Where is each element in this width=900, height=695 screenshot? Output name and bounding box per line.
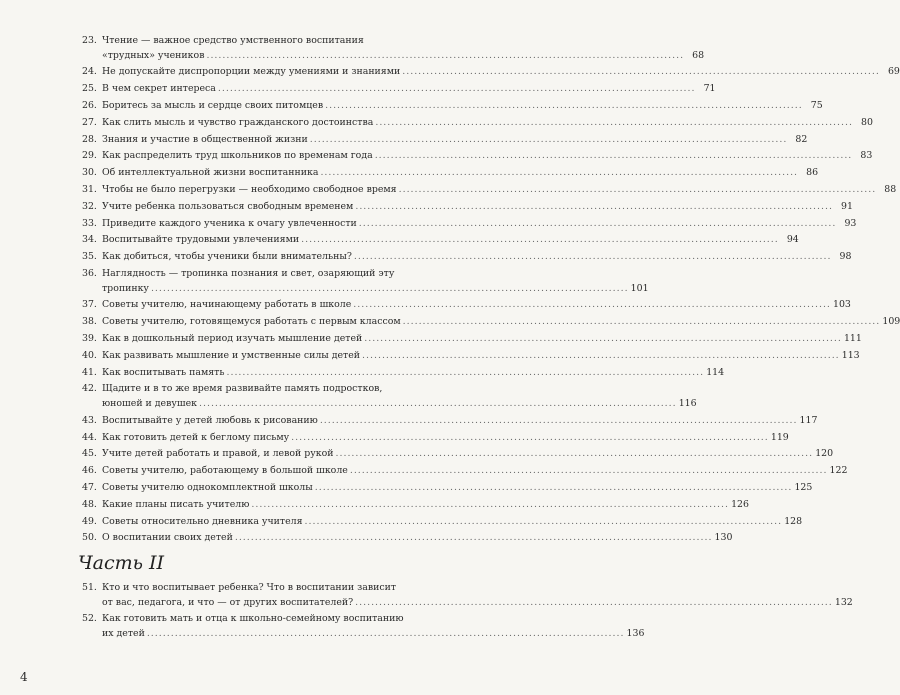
entry-title: В чем секрет интереса [102,83,216,95]
dot-leader: ........................................................................................................................ [251,498,729,510]
dot-leader: ........................................................................................................................ [374,150,853,162]
dot-leader: ........................................................................................................................ [291,431,769,443]
entry-page-number: 94 [786,234,799,246]
entry-title: Учите детей работать и правой, и левой рукой [102,448,334,460]
toc-entry [82,382,697,411]
entry-title-line: Как готовить мать и отца к школьно-семейному воспитанию [102,613,404,625]
dot-leader: ........................................................................................................................ [150,282,629,294]
toc-entry [82,498,749,513]
entry-number: 47. [82,482,97,493]
dot-leader: ........................................................................................................................ [309,133,788,145]
entry-page-number: 69 [887,66,900,78]
part-heading: Часть II [78,552,165,574]
entry-page-number: 83 [860,150,873,162]
dot-leader: ........................................................................................................................ [301,234,779,246]
entry-number: 24. [82,66,97,78]
entry-title: Как развивать мышление и умственные силы детей [102,349,361,361]
toc-entry [82,133,808,148]
entry-page-number: 88 [884,184,897,195]
dot-leader: ........................................................................................................................ [226,366,705,378]
toc-entry [82,82,716,97]
dot-leader: ........................................................................................................................ [398,184,877,195]
toc-entry [82,250,852,265]
entry-title: их детей [102,627,145,639]
dot-leader: ........................................................................................................................ [358,217,837,229]
entry-number: 49. [82,515,97,527]
entry-page-number: 82 [795,133,808,145]
entry-number: 29. [82,150,97,162]
entry-number: 44. [82,431,97,443]
entry-title: Боритесь за мысль и сердце своих питомцев [102,100,324,111]
entry-number: 41. [82,366,97,378]
entry-number: 31. [82,184,97,195]
entry-number: 33. [82,217,97,229]
entry-number: 28. [82,133,97,145]
toc-entry [82,515,803,530]
entry-number: 26. [82,100,97,111]
dot-leader: ........................................................................................................................ [234,532,713,544]
entry-page-number: 132 [834,596,853,608]
entry-page-number: 80 [861,116,873,128]
entry-number: 39. [82,333,97,344]
entry-title: Советы учителю, начинающему работать в школе [102,299,352,311]
dot-leader: ........................................................................................................................ [362,349,840,361]
entry-title: юношей и девушек [102,397,198,409]
toc-entry [82,149,873,164]
entry-number: 48. [82,498,97,510]
dot-leader: ........................................................................................................................ [217,83,696,95]
entry-page-number: 125 [794,482,813,493]
page-number: 4 [20,670,28,684]
dot-leader: ........................................................................................................................ [325,100,803,111]
dot-leader: ........................................................................................................................ [353,251,832,263]
entry-title: тропинку [102,282,149,294]
entry-title: Чтобы не было перегрузки — необходимо свободное время [102,184,397,195]
dot-leader: ........................................................................................................................ [199,397,677,409]
entry-title: Воспитывайте у детей любовь к рисованию [102,414,318,426]
toc-entry [82,233,799,248]
entry-title-line: Чтение — важное средство умственного воспитания [102,35,364,46]
dot-leader: ........................................................................................................................ [146,627,625,639]
toc-entry [82,166,819,181]
entry-title: Как распределить труд школьников по временам года [102,150,373,162]
entry-title: Учите ребенка пользоваться свободным временем [102,200,354,212]
entry-page-number: 128 [784,515,803,527]
dot-leader: ........................................................................................................................ [320,167,799,179]
toc-entry [82,366,725,381]
toc-entry [82,531,733,546]
entry-page-number: 71 [703,83,716,95]
entry-page-number: 111 [843,333,862,344]
entry-page-number: 122 [829,465,848,477]
entry-page-number: 101 [630,282,649,294]
toc-entry [82,332,862,347]
dot-leader: ........................................................................................................................ [335,448,814,460]
toc-entry [82,464,848,479]
entry-number: 37. [82,299,97,311]
dot-leader: ........................................................................................................................ [206,49,685,61]
entry-page-number: 114 [706,366,725,378]
entry-title: Не допускайте диспропорции между умениями и знаниями [102,66,401,78]
dot-leader: ........................................................................................................................ [402,316,881,328]
entry-number: 46. [82,465,97,477]
entry-title: Советы учителю однокомплектной школы [102,482,313,493]
entry-number: 52. [82,613,97,625]
dot-leader: ........................................................................................................................ [375,116,853,128]
entry-number: 35. [82,251,97,263]
entry-title: Знания и участие в общественной жизни [102,133,308,145]
toc-entry [82,267,649,296]
toc-entry [82,447,834,462]
dot-leader: ........................................................................................................................ [319,414,798,426]
entry-title: Какие планы писать учителю [102,498,250,510]
entry-number: 30. [82,167,97,179]
toc-entry [82,315,900,330]
toc-entry [82,99,823,114]
entry-number: 25. [82,83,97,95]
entry-page-number: 136 [626,627,645,639]
entry-page-number: 103 [833,299,851,311]
toc-entry [82,183,897,198]
toc-entry [82,431,789,446]
entry-title: Как добиться, чтобы ученики были внимательны? [102,251,352,263]
entry-title: Как готовить детей к беглому письму [102,431,290,443]
entry-page-number: 117 [799,414,818,426]
entry-title: Воспитывайте трудовыми увлечениями [102,234,300,246]
dot-leader: ........................................................................................................................ [402,66,880,78]
entry-page-number: 126 [731,498,749,510]
entry-title-line: Щадите и в то же время развивайте память подростков, [102,383,383,395]
dot-leader: ........................................................................................................................ [304,515,783,527]
dot-leader: ........................................................................................................................ [364,333,842,344]
entry-page-number: 91 [841,200,853,212]
entry-title-line: Кто и что воспитывает ребенка? Что в воспитании зависит [102,582,397,593]
entry-page-number: 116 [678,397,697,409]
entry-page-number: 119 [770,431,789,443]
entry-title-line: Наглядность — тропинка познания и свет, озаряющий эту [102,268,395,279]
toc-entry [82,116,873,131]
entry-title: Как в дошкольный период изучать мышление детей [102,333,363,344]
entry-title: Как воспитывать память [102,366,225,378]
entry-number: 38. [82,316,97,328]
entry-page-number: 86 [806,167,819,179]
entry-number: 23. [82,35,97,46]
entry-title: от вас, педагога, и что — от других воспитателей? [102,596,354,608]
entry-page-number: 68 [692,49,705,61]
entry-page-number: 98 [839,251,852,263]
toc-entry [82,414,818,429]
entry-number: 45. [82,448,97,460]
toc-entry [82,217,857,232]
entry-page-number: 120 [815,448,834,460]
entry-title: Об интеллектуальной жизни воспитанника [102,167,319,179]
entry-number: 43. [82,414,97,426]
entry-page-number: 130 [714,532,733,544]
entry-title: Приведите каждого ученика к очагу увлеченности [102,217,357,229]
toc-entry [82,349,860,364]
entry-number: 32. [82,200,97,212]
entry-title: Как слить мысль и чувство гражданского достоинства [102,116,374,128]
entry-title: Советы учителю, готовящемуся работать с первым классом [102,316,401,328]
dot-leader: ........................................................................................................................ [353,299,831,311]
toc-entry [82,200,853,215]
toc-entry [82,298,851,313]
entry-number: 27. [82,116,97,128]
entry-page-number: 113 [841,349,860,361]
entry-number: 51. [82,582,97,593]
entry-number: 50. [82,532,97,544]
dot-leader: ........................................................................................................................ [355,200,833,212]
entry-number: 42. [82,383,97,395]
dot-leader: ........................................................................................................................ [349,465,828,477]
entry-title: О воспитании своих детей [102,532,233,544]
dot-leader: ........................................................................................................................ [314,482,793,493]
entry-number: 36. [82,268,97,279]
entry-page-number: 75 [810,100,823,111]
entry-title: Советы учителю, работающему в большой школе [102,465,348,477]
entry-title: «трудных» учеников [102,49,205,61]
toc-entry [82,34,705,63]
toc-entry [82,65,900,80]
entry-title: Советы относительно дневника учителя [102,515,303,527]
entry-page-number: 109 [882,316,900,328]
toc-entry [82,481,813,496]
dot-leader: ........................................................................................................................ [355,596,833,608]
entry-page-number: 93 [844,217,857,229]
entry-number: 34. [82,234,97,246]
entry-number: 40. [82,349,97,361]
toc-entry [82,612,645,641]
toc-entry [82,581,853,610]
